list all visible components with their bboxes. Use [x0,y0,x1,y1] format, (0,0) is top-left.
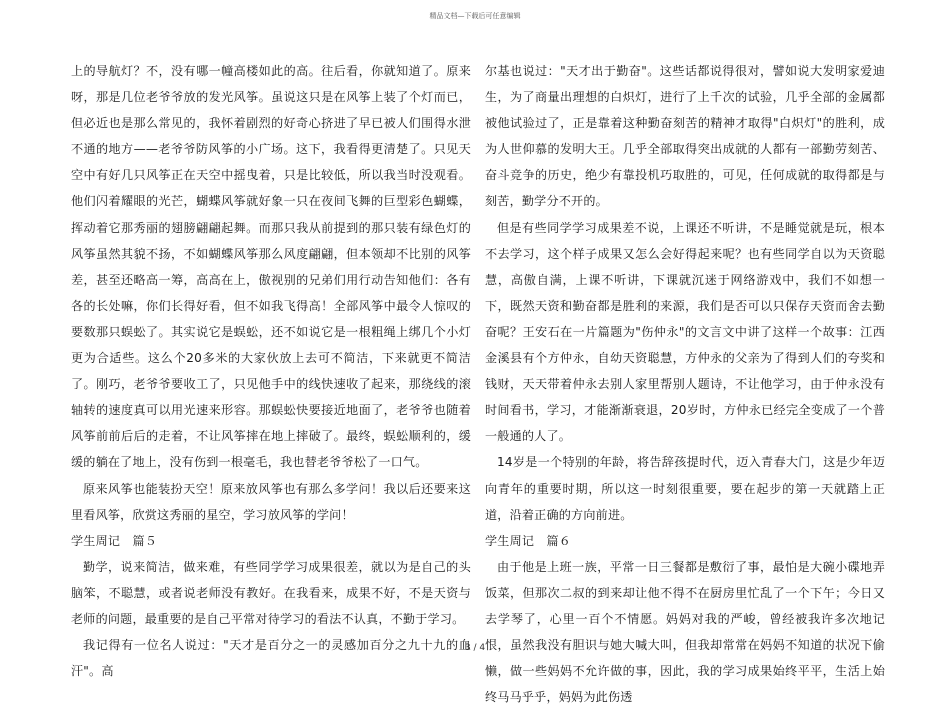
section-heading: 学生周记 篇６ [485,533,572,548]
paragraph: 勤学，说来简洁，做来难，有些同学学习成果很差，就以为是自己的头脑笨，不聪慧，或者说老师没有教好。在我看来，成果不好，不是天资与老师的问题，最重要的是自己平常对待学习的看法不认真，不勤于学习。 [71,559,471,626]
paragraph: 上的导航灯？不，没有哪一幢高楼如此的高。往后看，你就知道了。原来呀，那是几位老爷爷放的发光风筝。虽说这只是在风筝上装了个灯而已，但必近也是那么常见的，我怀着剧烈的好奇心挤进了早已被人们围得水泄不通的地方——老爷爷防风筝的小广场。这下，我看得更清楚了。只见天空中有好几只风筝正在天空中摇曳着，只是比较低，所以我当时没观看。他们闪着耀眼的光芒，蝴蝶风筝就好象一只在夜间飞舞的巨型彩色蝴蝶，挥动着它那秀丽的翅膀翩翩起舞。而那只我从前提到的那只装有绿色灯的风筝虽然其貌不扬，不如蝴蝶风筝那么风度翩翩，但本领却不比别的风筝差，甚至还略高一筹，高高在上，傲视别的兄弟们用行动告知他们：各有各的长处嘛，你们长得好看，但不如我飞得高！全部风筝中最令人惊叹的要数那只蜈蚣了。其实说它是蜈蚣，还不如说它是一根粗绳上绑几个小灯更为合适些。这么个20多米的大家伙放上去可不简洁，下来就更不简洁了。刚巧，老爷爷要收工了，只见他手中的线快速收了起来，那绕线的滚轴转的速度真可以用光速来形容。那蜈蚣快要接近地面了，老爷爷也随着风筝前前后后的走着，不让风筝摔在地上摔破了。最终，蜈蚣顺利的，缓缓的躺在了地上，没有伤到一根毫毛，我也替老爷爷松了一口气。 [71,64,471,470]
paragraph: 原来风筝也能装扮天空！原来放风筝也有那么多学问！我以后还要来这里看风筝，欣赏这秀丽的星空，学习放风筝的学问！ [71,481,471,522]
right-column [485,58,885,710]
paragraph: 14岁是一个特别的年龄，将告辞孩提时代，迈入青春大门，这是少年迈向青年的重要时期，所以这一时刻很重要，要在起步的第一天就踏上正道，沿着正确的方向前进。 [485,455,885,522]
page-header: 精品文档—下载后可任意编辑 [429,12,521,20]
paragraph: 尔基也说过："天才出于勤奋"。这些话都说得很对，譬如说大发明家爱迪生，为了商量出理想的白炽灯，进行了上千次的试验，几乎全部的金属都被他试验过了，正是靠着这种勤奋刻苦的精神才取得"白炽灯"的胜利，成为人世仰慕的发明大王。几乎全部取得突出成就的人都有一部勤劳刻苦、奋斗竞争的历史，绝少有靠投机巧取胜的，可见，任何成就的取得都是与刻苦，勤学分不开的。 [485,64,885,209]
page-number: 3 / 4 [464,643,486,653]
paragraph: 但是有些同学学习成果差不说，上课还不听讲，不是睡觉就是玩，根本不去学习，这个样子成果又怎么会好得起来呢？也有些同学自以为天资聪慧，高傲自满，上课不听讲，下课就沉迷于网络游戏中，我们不如想一下，既然天资和勤奋都是胜利的来源，我们是否可以只保存天资而舍去勤奋呢？王安石在一片篇题为"伤仲永"的文言文中讲了这样一个故事：江西金溪县有个方仲永，自幼天资聪慧，方仲永的父亲为了得到人们的夸奖和钱财，天天带着仲永去别人家里帮别人题诗，不让他学习，由于仲永没有时间看书，学习，才能渐渐衰退，20岁时，方仲永已经完全变成了一个普一般通的人了。 [485,220,885,444]
section-heading: 学生周记 篇５ [71,533,158,548]
paragraph: 我记得有一位名人说过："天才是百分之一的灵感加百分之九十九的血汗"。高 [71,638,471,679]
paragraph: 由于他是上班一族，平常一日三餐都是敷衍了事，最怕是大碗小碟地弄饭菜，但那次二叔的到来却让他不得不在厨房里忙乱了一个下午；今日又去学琴了，心里一百个不情愿。妈妈对我的严峻，曾经被我许多次地记恨，虽然我没有胆识与她大喊大叫，但我却常常在妈妈不知道的状况下偷懒，做一些妈妈不允许做的事，因此，我的学习成果始终平平，生活上始终马马乎乎，妈妈为此伤透 [485,559,885,705]
left-column [71,58,471,684]
